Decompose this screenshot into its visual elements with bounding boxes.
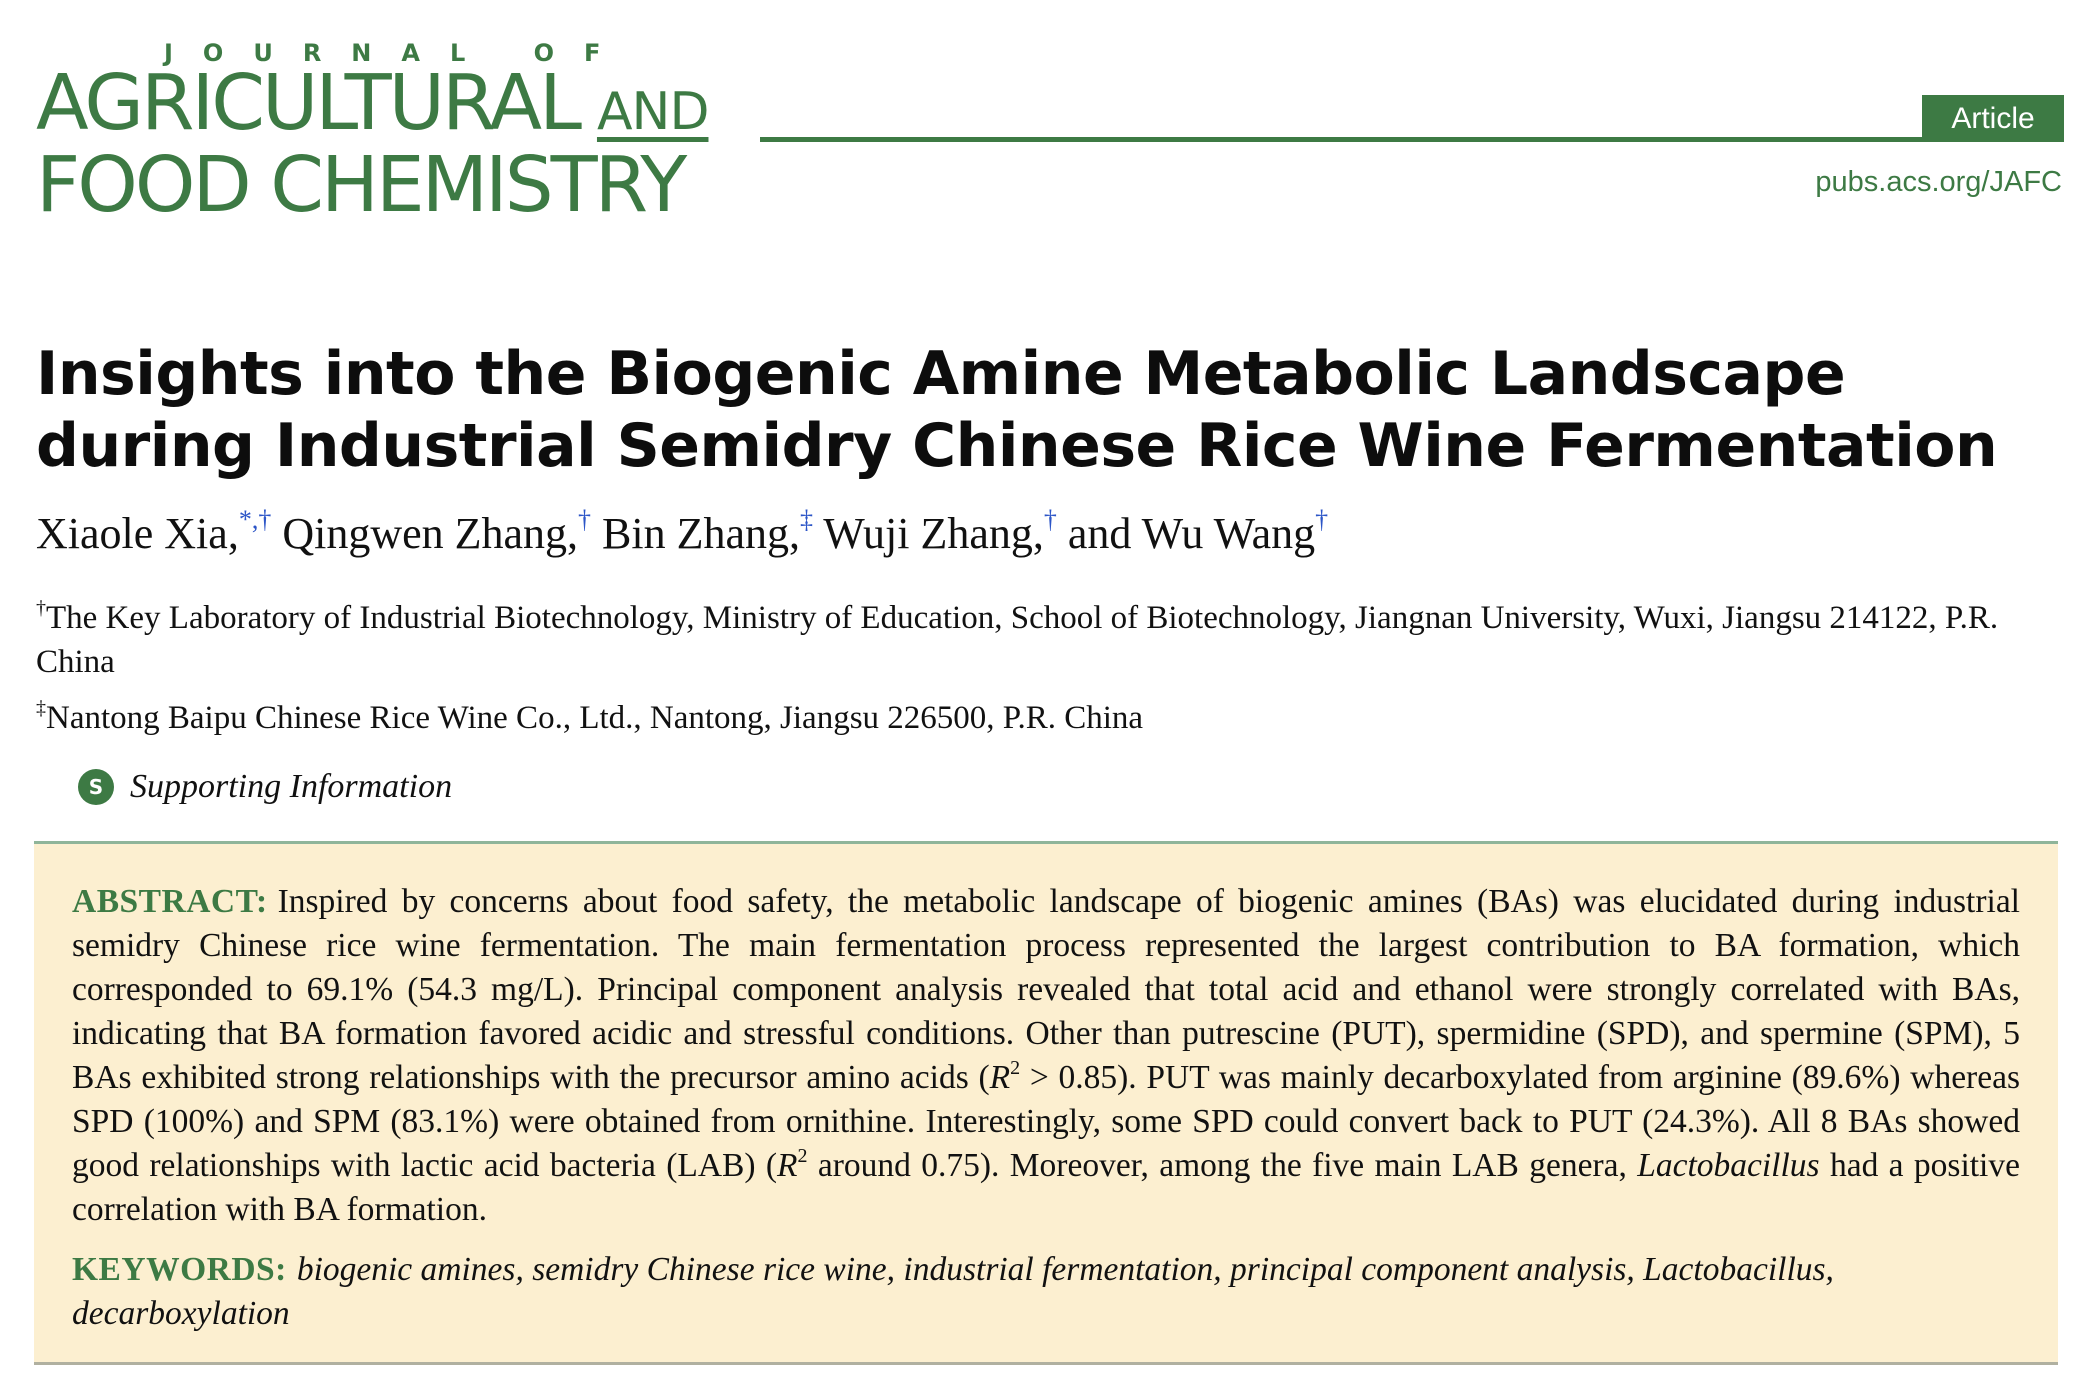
supporting-info-label: Supporting Information	[130, 768, 453, 805]
supporting-information-link[interactable]	[78, 768, 452, 806]
author-name[interactable]: Wuji Zhang,	[823, 509, 1044, 558]
affiliation-mark: †	[36, 597, 46, 619]
r-squared-exponent: 2	[1010, 1057, 1021, 1079]
affiliation-1	[36, 596, 2066, 684]
journal-logo-line-2: FOOD CHEMISTRY	[36, 141, 685, 230]
keywords-list: biogenic amines, semidry Chinese rice wine, industrial fermentation, principal component analysis, Lactobacillus, decarboxylation	[72, 1251, 1834, 1332]
abstract-part-2: > 0.85). PUT was mainly decarboxylated from arginine (89.6%) whereas SPD (100%) and SPM (83.1%) were obtained from ornithine. Interestingly, some SPD could convert back to PUT (24.3%). All 8 BAs showed good relationships with lactic acid bacteria (LAB) (	[72, 1059, 2020, 1184]
abstract-part-1: Inspired by concerns about food safety, the metabolic landscape of biogenic amines (BAs) was elucidated during industrial semidry Chinese rice wine fermentation. The main fermentation process represented the largest contribution to BA formation, which corresponded to 69.1% (54.3 mg/L). Principal component analysis revealed that total acid and ethanol were strongly correlated with BAs, indicating that BA formation favored acidic and stressful conditions. Other than putrescine (PUT), spermidine (SPD), and spermine (SPM), 5 BAs exhibited strong relationships with the precursor amino acids (	[72, 883, 2020, 1096]
author-affiliation-mark[interactable]: †	[1043, 505, 1057, 534]
abstract-label: ABSTRACT:	[72, 883, 268, 920]
keywords-label: KEYWORDS:	[72, 1251, 287, 1288]
header-divider	[760, 137, 2064, 142]
author-affiliation-mark[interactable]: ‡	[800, 505, 814, 534]
affiliation-mark: ‡	[36, 697, 46, 719]
affiliation-2	[36, 696, 2066, 740]
supporting-info-icon: S	[78, 769, 114, 805]
genus-name: Lactobacillus	[1637, 1147, 1820, 1184]
paper-title: Insights into the Biogenic Amine Metabolic Landscape during Industrial Semidry Chinese Rice Wine Fermentation	[36, 339, 1998, 481]
article-type-badge: Article	[1922, 95, 2064, 142]
author-affiliation-mark[interactable]: †	[578, 505, 592, 534]
keywords-section	[72, 1248, 2020, 1336]
journal-logo-top-line: JOURNAL OF	[164, 39, 631, 67]
affiliation-text: Nantong Baipu Chinese Rice Wine Co., Ltd., Nantong, Jiangsu 226500, P.R. China	[46, 700, 1144, 736]
author-name[interactable]: Bin Zhang,	[602, 509, 801, 558]
author-name[interactable]: Xiaole Xia,	[36, 509, 239, 558]
abstract-part-3: around 0.75). Moreover, among the five main LAB genera,	[807, 1147, 1638, 1184]
journal-logo-line-1	[36, 59, 709, 150]
affiliation-text: The Key Laboratory of Industrial Biotechnology, Ministry of Education, School of Biotechnology, Jiangnan University, Wuxi, Jiangsu 214122, P.R. China	[36, 600, 1999, 680]
r-squared-symbol: R	[989, 1059, 1011, 1096]
r-squared-symbol: R	[777, 1147, 798, 1184]
journal-logo-agricultural: AGRICULTURAL	[36, 59, 579, 148]
abstract-part-4: had a positive correlation with BA formation.	[72, 1147, 2020, 1228]
author-affiliation-mark[interactable]: †	[1315, 505, 1329, 534]
journal-url-link[interactable]: pubs.acs.org/JAFC	[1815, 166, 2062, 198]
abstract-text	[72, 880, 2020, 1232]
author-list	[36, 504, 1328, 564]
r-squared-exponent: 2	[797, 1145, 808, 1167]
author-name[interactable]: Qingwen Zhang,	[282, 509, 579, 558]
journal-logo	[36, 39, 709, 230]
author-affiliation-mark[interactable]: *,†	[238, 505, 272, 534]
author-name[interactable]: and Wu Wang	[1067, 509, 1316, 558]
abstract-box	[34, 841, 2058, 1365]
journal-logo-and: AND	[596, 82, 709, 142]
